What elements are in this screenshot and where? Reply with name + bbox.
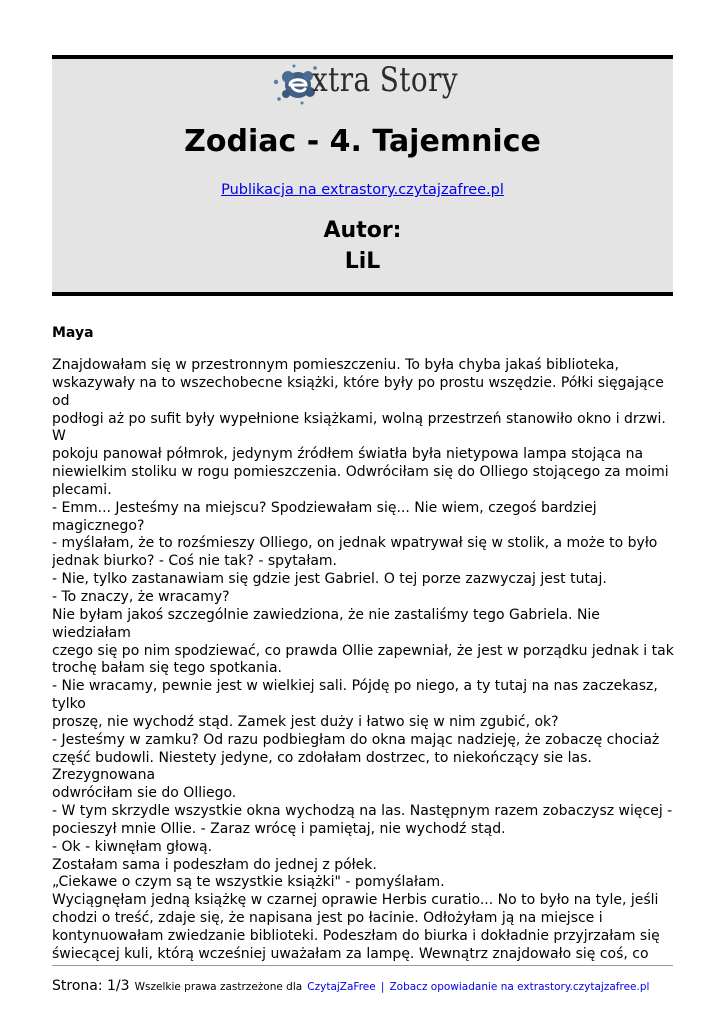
- story-line: czego się po nim spodziewać, co prawda Ollie zapewniał, że jest w porządku jednak i tak: [52, 642, 674, 659]
- story-line: podłogi aż po sufit były wypełnione książkami, wolną przestrzeń stanowiło okno i drzwi. W: [52, 410, 666, 445]
- rights-notice: Wszelkie prawa zastrzeżone dla: [134, 981, 303, 993]
- story-line: Zostałam sama i podeszłam do jednej z półek.: [52, 856, 377, 873]
- story-line: - Emm... Jesteśmy na miejscu? Spodziewałam się... Nie wiem, czegoś bardziej magicznego?: [52, 499, 597, 534]
- story-line: część budowli. Niestety jedyne, co zdołałam dostrzec, to niekończący sie las. Zrezygnowana: [52, 749, 592, 784]
- story-line: niewielkim stoliku w rogu pomieszczenia. Odwróciłam się do Olliego stojącego za moimi: [52, 464, 669, 481]
- czytajzafree-link[interactable]: CzytajZaFree: [307, 981, 376, 993]
- footer-separator: |: [380, 981, 385, 993]
- story-line: - Ok - kiwnęłam głową.: [52, 838, 213, 855]
- story-line: pocieszył mnie Ollie. - Zaraz wrócę i pamiętaj, nie wychodź stąd.: [52, 820, 506, 837]
- story-line: pokoju panował półmrok, jedynym źródłem światła była nietypowa lampa stojąca na: [52, 446, 644, 463]
- story-line: - W tym skrzydle wszystkie okna wychodzą na las. Następnym razem zobaczysz więcej -: [52, 803, 673, 820]
- logo-text: xtra Story: [312, 60, 459, 100]
- story-title: Zodiac - 4. Tajemnice: [184, 124, 541, 159]
- story-line: jednak biurko? - Coś nie tak? - spytałam.: [52, 553, 338, 570]
- author-label: Autor:: [323, 218, 402, 243]
- story-text: [52, 357, 682, 963]
- story-line: proszę, nie wychodź stąd. Zamek jest duży i łatwo się w nim zgubić, ok?: [52, 713, 559, 730]
- story-line: plecami.: [52, 481, 112, 498]
- story-line: trochę bałam się tego spotkania.: [52, 660, 282, 677]
- read-story-link[interactable]: Zobacz opowiadanie na extrastory.czytajzafree.pl: [389, 981, 650, 993]
- story-line: chodzi o treść, zdaje się, że napisana jest po łacinie. Odłożyłam ją na miejsce i: [52, 910, 603, 927]
- story-line: - Jesteśmy w zamku? Od razu podbiegłam do okna mając nadzieję, że zobaczę chociaż: [52, 731, 660, 748]
- story-line: Wyciągnęłam jedną książkę w czarnej oprawie Herbis curatio... No to było na tyle, jeśli: [52, 892, 659, 909]
- story-line: - Nie, tylko zastanawiam się gdzie jest Gabriel. O tej porze zazwyczaj jest tutaj.: [52, 571, 607, 588]
- page-footer: [52, 975, 649, 994]
- footer-divider: [52, 965, 673, 966]
- story-line: „Ciekawe o czym są te wszystkie książki" - pomyślałam.: [52, 874, 445, 891]
- story-line: Znajdowałam się w przestronnym pomieszczeniu. To była chyba jakaś biblioteka,: [52, 357, 619, 373]
- publication-link[interactable]: Publikacja na extrastory.czytajzafree.pl: [221, 182, 504, 198]
- story-line: świecącej kuli, którą wcześniej uważałam za lampę. Wewnątrz znajdowało się coś, co: [52, 945, 649, 962]
- extra-story-logo[interactable]: [268, 58, 463, 108]
- chapter-heading: Maya: [52, 325, 94, 341]
- story-line: kontynuowałam zwiedzanie biblioteki. Podeszłam do biurka i dokładnie przyjrzałam się: [52, 928, 660, 944]
- story-line: wskazywały na to wszechobecne książki, które były po prostu wszędzie. Półki sięgające od: [52, 374, 664, 409]
- story-line: odwróciłam sie do Olliego.: [52, 785, 237, 802]
- story-line: - myślałam, że to rozśmieszy Olliego, on jednak wpatrywał się w stolik, a może to było: [52, 535, 658, 552]
- author-name: LiL: [344, 249, 381, 274]
- story-line: - To znaczy, że wracamy?: [52, 588, 230, 605]
- story-line: Nie byłam jakoś szczególnie zawiedziona, że nie zastaliśmy tego Gabriela. Nie wiedziałam: [52, 606, 600, 641]
- page-number: Strona: 1/3: [52, 978, 130, 994]
- story-line: - Nie wracamy, pewnie jest w wielkiej sali. Pójdę po niego, a ty tutaj na nas zaczekasz, tylko: [52, 678, 658, 713]
